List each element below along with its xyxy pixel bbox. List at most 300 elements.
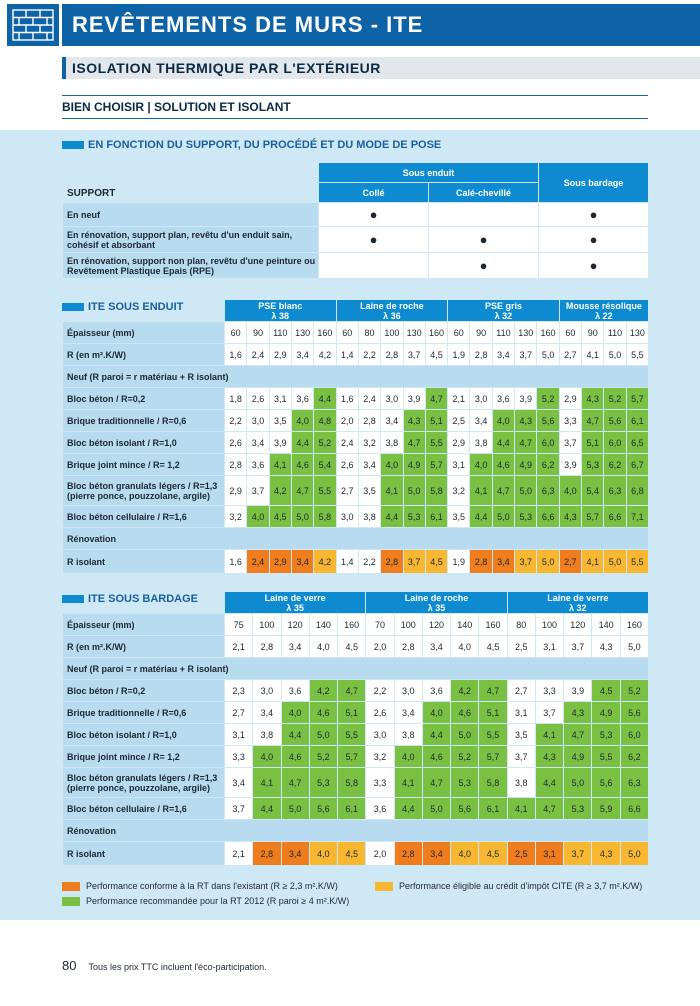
r-paroi-cell: 5,5: [425, 432, 447, 454]
r-paroi-cell: 3,2: [225, 506, 247, 528]
r-paroi-cell: 3,4: [253, 702, 281, 724]
r-paroi-cell: 3,9: [515, 388, 537, 410]
thickness-cell: 60: [559, 322, 581, 344]
r-isolant-cell: 2,2: [358, 550, 380, 574]
material-name: Mousse résolique: [565, 300, 642, 311]
r-paroi-cell: 3,5: [358, 476, 380, 506]
r-value-cell: 5,0: [604, 344, 626, 366]
section-marker-icon: [62, 141, 84, 149]
r-paroi-cell: 3,6: [422, 680, 450, 702]
thickness-cell: 120: [564, 614, 592, 636]
r-paroi-cell: 4,6: [492, 454, 514, 476]
wall-type-label: Bloc béton cellulaire / R=1,6: [63, 506, 225, 528]
r-paroi-cell: 2,9: [225, 476, 247, 506]
r-paroi-cell: 4,5: [269, 506, 291, 528]
r-paroi-cell: 3,7: [507, 746, 535, 768]
r-paroi-cell: 5,4: [314, 454, 336, 476]
r-paroi-cell: 3,0: [247, 410, 269, 432]
r-value-cell: 1,9: [448, 344, 470, 366]
r-value-cell: 3,4: [291, 344, 313, 366]
material-lambda: λ 32: [569, 602, 587, 613]
r-paroi-cell: 6,3: [604, 476, 626, 506]
green-swatch: [62, 897, 80, 906]
r-paroi-cell: 2,1: [448, 388, 470, 410]
thickness-cell: 75: [225, 614, 253, 636]
material-header: [366, 592, 507, 614]
r-value-cell: 1,4: [336, 344, 358, 366]
r-value-cell: 4,0: [451, 636, 479, 658]
thickness-label: Épaisseur (mm): [63, 614, 225, 636]
legend-orange-text: Performance conforme à la RT dans l'existant (R ≥ 2,3 m².K/W): [86, 881, 338, 891]
yellow-swatch: [375, 882, 393, 891]
r-paroi-cell: 1,8: [225, 388, 247, 410]
r-paroi-cell: 4,7: [291, 476, 313, 506]
r-paroi-cell: 7,1: [626, 506, 648, 528]
thickness-cell: 100: [253, 614, 281, 636]
r-paroi-cell: 3,9: [403, 388, 425, 410]
page-subtitle: ISOLATION THERMIQUE PAR L'EXTÉRIEUR: [62, 57, 700, 79]
r-paroi-cell: 5,6: [451, 798, 479, 820]
material-header: [448, 300, 560, 322]
r-paroi-cell: 6,1: [479, 798, 507, 820]
support-section-label: EN FONCTION DU SUPPORT, DU PROCÉDÉ ET DU MODE DE POSE: [88, 139, 442, 151]
r-paroi-cell: 6,6: [604, 506, 626, 528]
r-value-cell: 2,1: [225, 636, 253, 658]
r-paroi-cell: 4,7: [492, 476, 514, 506]
wall-type-label: Brique joint mince / R= 1,2: [63, 454, 225, 476]
r-label: R (en m².K/W): [63, 344, 225, 366]
r-paroi-cell: 4,0: [253, 746, 281, 768]
r-paroi-cell: 5,6: [592, 768, 620, 798]
r-isolant-cell: 5,0: [537, 550, 559, 574]
r-isolant-cell: 3,4: [291, 550, 313, 574]
r-isolant-cell: 2,1: [225, 842, 253, 866]
r-paroi-cell: 4,6: [281, 746, 309, 768]
material-name: Laine de roche: [404, 592, 469, 603]
r-value-cell: 4,5: [479, 636, 507, 658]
r-paroi-cell: 4,5: [592, 680, 620, 702]
thickness-cell: 70: [366, 614, 394, 636]
material-name: Laine de verre: [264, 592, 326, 603]
r-isolant-cell: 3,7: [403, 550, 425, 574]
r-paroi-cell: 1,6: [336, 388, 358, 410]
r-paroi-cell: 3,4: [358, 454, 380, 476]
r-paroi-cell: 5,2: [604, 388, 626, 410]
sous-enduit-header: Sous enduit: [319, 163, 539, 183]
r-isolant-cell: 3,4: [281, 842, 309, 866]
r-paroi-cell: 2,8: [225, 454, 247, 476]
r-paroi-cell: 4,4: [281, 724, 309, 746]
r-paroi-cell: 2,3: [225, 680, 253, 702]
wall-type-label: Brique traditionnelle / R=0,6: [63, 702, 225, 724]
material-name: Laine de verre: [547, 592, 609, 603]
r-paroi-cell: 3,7: [535, 702, 563, 724]
thickness-cell: 140: [592, 614, 620, 636]
sous-bardage-header: Sous bardage: [539, 163, 649, 203]
orange-swatch: [62, 882, 80, 891]
r-label: R (en m².K/W): [63, 636, 225, 658]
thickness-cell: 100: [535, 614, 563, 636]
r-paroi-cell: 3,4: [394, 702, 422, 724]
thickness-cell: 120: [281, 614, 309, 636]
thickness-cell: 160: [620, 614, 648, 636]
r-paroi-cell: 5,3: [309, 768, 337, 798]
r-paroi-cell: 4,9: [592, 702, 620, 724]
thickness-cell: 80: [358, 322, 380, 344]
support-col-label: SUPPORT: [63, 163, 319, 203]
r-paroi-cell: 3,5: [448, 506, 470, 528]
material-header: [225, 592, 366, 614]
r-paroi-cell: 3,0: [381, 388, 403, 410]
r-paroi-cell: 5,8: [425, 476, 447, 506]
wall-type-label: Brique joint mince / R= 1,2: [63, 746, 225, 768]
r-paroi-cell: 4,7: [403, 432, 425, 454]
renovation-label: Rénovation: [63, 528, 649, 550]
neuf-label: Neuf (R paroi = r matériau + R isolant): [63, 366, 649, 388]
r-paroi-cell: 3,6: [291, 388, 313, 410]
r-paroi-cell: 4,1: [535, 724, 563, 746]
r-paroi-cell: 3,4: [225, 768, 253, 798]
r-paroi-cell: 5,6: [604, 410, 626, 432]
r-paroi-cell: 5,1: [479, 702, 507, 724]
r-paroi-cell: 4,8: [314, 410, 336, 432]
r-isolant-cell: 5,0: [604, 550, 626, 574]
r-paroi-cell: 3,1: [448, 454, 470, 476]
thickness-cell: 120: [422, 614, 450, 636]
r-paroi-cell: 4,7: [479, 680, 507, 702]
r-paroi-cell: 4,7: [582, 410, 604, 432]
wall-type-label: Bloc béton isolant / R=1,0: [63, 724, 225, 746]
material-lambda: λ 36: [383, 310, 401, 321]
material-header: [225, 300, 337, 322]
r-paroi-cell: 4,0: [470, 454, 492, 476]
r-isolant-cell: 2,8: [381, 550, 403, 574]
empty-cell: [319, 253, 429, 279]
r-paroi-cell: 6,8: [626, 476, 648, 506]
r-paroi-cell: 4,0: [492, 410, 514, 432]
r-paroi-cell: 2,7: [336, 476, 358, 506]
r-paroi-cell: 3,8: [381, 432, 403, 454]
r-paroi-cell: 6,3: [537, 476, 559, 506]
r-paroi-cell: 4,0: [247, 506, 269, 528]
thickness-cell: 160: [338, 614, 366, 636]
r-paroi-cell: 3,6: [492, 388, 514, 410]
r-isolant-cell: 4,5: [425, 550, 447, 574]
r-paroi-cell: 4,1: [507, 798, 535, 820]
r-paroi-cell: 2,0: [336, 410, 358, 432]
bullet-mark: ●: [539, 253, 649, 279]
r-isolant-cell: 5,0: [620, 842, 648, 866]
r-paroi-cell: 6,3: [620, 768, 648, 798]
material-lambda: λ 22: [595, 310, 613, 321]
r-value-cell: 5,0: [620, 636, 648, 658]
r-paroi-cell: 4,3: [564, 702, 592, 724]
thickness-cell: 60: [448, 322, 470, 344]
thickness-cell: 90: [470, 322, 492, 344]
r-paroi-cell: 3,4: [247, 432, 269, 454]
r-paroi-cell: 5,0: [281, 798, 309, 820]
r-isolant-cell: 2,8: [394, 842, 422, 866]
r-paroi-cell: 5,8: [479, 768, 507, 798]
r-isolant-cell: 4,0: [309, 842, 337, 866]
r-paroi-cell: 3,2: [366, 746, 394, 768]
r-isolant-cell: 3,1: [535, 842, 563, 866]
r-isolant-label: R isolant: [63, 842, 225, 866]
r-paroi-cell: 3,9: [564, 680, 592, 702]
r-paroi-cell: 3,2: [358, 432, 380, 454]
r-paroi-cell: 4,3: [403, 410, 425, 432]
r-paroi-cell: 4,7: [425, 388, 447, 410]
r-paroi-cell: 6,6: [620, 798, 648, 820]
r-value-cell: 3,7: [403, 344, 425, 366]
r-paroi-cell: 6,1: [425, 506, 447, 528]
material-name: PSE blanc: [258, 300, 303, 311]
material-lambda: λ 32: [494, 310, 513, 321]
r-paroi-cell: 5,3: [582, 454, 604, 476]
r-paroi-cell: 5,2: [314, 432, 336, 454]
r-paroi-cell: 3,1: [225, 724, 253, 746]
r-paroi-cell: 5,3: [515, 506, 537, 528]
thickness-cell: 140: [309, 614, 337, 636]
r-paroi-cell: 4,0: [422, 702, 450, 724]
r-paroi-cell: 4,4: [253, 798, 281, 820]
neuf-label: Neuf (R paroi = r matériau + R isolant): [63, 658, 649, 680]
r-paroi-cell: 2,2: [225, 410, 247, 432]
r-value-cell: 3,7: [515, 344, 537, 366]
footer-note: Tous les prix TTC incluent l'éco-participation.: [88, 962, 267, 972]
r-paroi-cell: 6,0: [620, 724, 648, 746]
r-paroi-cell: 5,0: [291, 506, 313, 528]
r-paroi-cell: 4,7: [338, 680, 366, 702]
r-paroi-cell: 2,2: [366, 680, 394, 702]
r-paroi-cell: 5,0: [492, 506, 514, 528]
bullet-mark: ●: [429, 253, 539, 279]
support-table: [62, 162, 649, 279]
r-paroi-cell: 4,1: [269, 454, 291, 476]
r-value-cell: 4,5: [338, 636, 366, 658]
colle-header: Collé: [319, 183, 429, 203]
material-name: PSE gris: [484, 300, 522, 311]
r-paroi-cell: 3,6: [247, 454, 269, 476]
thickness-cell: 160: [537, 322, 559, 344]
thickness-cell: 130: [291, 322, 313, 344]
r-paroi-cell: 3,3: [225, 746, 253, 768]
r-isolant-cell: 3,7: [515, 550, 537, 574]
r-paroi-cell: 5,6: [309, 798, 337, 820]
r-paroi-cell: 3,8: [253, 724, 281, 746]
empty-cell: [429, 203, 539, 227]
thickness-cell: 160: [479, 614, 507, 636]
material-name: Laine de roche: [360, 300, 424, 311]
thickness-cell: 80: [507, 614, 535, 636]
r-paroi-cell: 2,4: [336, 432, 358, 454]
r-isolant-cell: 4,0: [451, 842, 479, 866]
r-value-cell: 2,8: [394, 636, 422, 658]
r-paroi-cell: 3,4: [381, 410, 403, 432]
bardage-section-label: ITE SOUS BARDAGE: [88, 593, 199, 605]
r-paroi-cell: 4,3: [535, 746, 563, 768]
legend-yellow-text: Performance éligible au crédit d'impôt CITE (R ≥ 3,7 m².K/W): [399, 881, 643, 891]
wall-type-label: Bloc béton granulats légers / R=1,3 (pierre ponce, pouzzolane, argile): [63, 768, 225, 798]
r-paroi-cell: 4,7: [515, 432, 537, 454]
thickness-cell: 130: [515, 322, 537, 344]
r-paroi-cell: 3,0: [253, 680, 281, 702]
ite-enduit-table: [62, 299, 649, 574]
r-paroi-cell: 4,0: [281, 702, 309, 724]
r-paroi-cell: 5,9: [592, 798, 620, 820]
r-paroi-cell: 6,6: [537, 506, 559, 528]
r-paroi-cell: 2,7: [507, 680, 535, 702]
r-paroi-cell: 4,7: [535, 798, 563, 820]
r-paroi-cell: 2,6: [247, 388, 269, 410]
thickness-cell: 110: [269, 322, 291, 344]
bullet-mark: ●: [539, 203, 649, 227]
enduit-section-label: ITE SOUS ENDUIT: [88, 301, 184, 313]
r-paroi-cell: 2,6: [225, 432, 247, 454]
support-row-label: En neuf: [63, 203, 319, 227]
r-value-cell: 2,2: [358, 344, 380, 366]
r-paroi-cell: 2,6: [336, 454, 358, 476]
wall-type-label: Bloc béton / R=0,2: [63, 680, 225, 702]
r-value-cell: 2,8: [470, 344, 492, 366]
r-paroi-cell: 3,6: [366, 798, 394, 820]
r-isolant-cell: 4,5: [338, 842, 366, 866]
legend-yellow: [375, 881, 642, 891]
r-paroi-cell: 5,7: [479, 746, 507, 768]
r-paroi-cell: 3,0: [394, 680, 422, 702]
r-value-cell: 4,1: [582, 344, 604, 366]
r-paroi-cell: 4,3: [559, 506, 581, 528]
r-paroi-cell: 4,1: [381, 476, 403, 506]
r-paroi-cell: 3,5: [269, 410, 291, 432]
r-paroi-cell: 4,9: [403, 454, 425, 476]
r-paroi-cell: 3,9: [269, 432, 291, 454]
r-value-cell: 5,5: [626, 344, 648, 366]
r-paroi-cell: 2,9: [559, 388, 581, 410]
material-header: [559, 300, 648, 322]
r-paroi-cell: 4,0: [559, 476, 581, 506]
r-paroi-cell: 5,5: [592, 746, 620, 768]
r-paroi-cell: 6,7: [626, 454, 648, 476]
bullet-mark: ●: [319, 203, 429, 227]
r-paroi-cell: 5,6: [537, 410, 559, 432]
r-paroi-cell: 3,0: [336, 506, 358, 528]
r-paroi-cell: 2,6: [366, 702, 394, 724]
material-header: [507, 592, 648, 614]
legend-orange: [62, 881, 338, 891]
r-paroi-cell: 5,8: [314, 506, 336, 528]
r-paroi-cell: 5,0: [309, 724, 337, 746]
r-paroi-cell: 5,0: [451, 724, 479, 746]
thickness-label: Épaisseur (mm): [63, 322, 225, 344]
thickness-cell: 90: [247, 322, 269, 344]
wall-type-label: Bloc béton / R=0,2: [63, 388, 225, 410]
r-paroi-cell: 6,0: [604, 432, 626, 454]
r-isolant-cell: 2,8: [470, 550, 492, 574]
page-title: REVÊTEMENTS DE MURS - ITE: [62, 4, 700, 46]
r-paroi-cell: 6,1: [338, 798, 366, 820]
r-paroi-cell: 4,9: [515, 454, 537, 476]
r-paroi-cell: 6,1: [626, 410, 648, 432]
thickness-cell: 100: [381, 322, 403, 344]
r-isolant-cell: 2,7: [559, 550, 581, 574]
r-paroi-cell: 4,1: [470, 476, 492, 506]
r-paroi-cell: 4,4: [535, 768, 563, 798]
r-paroi-cell: 5,7: [582, 506, 604, 528]
r-paroi-cell: 6,2: [604, 454, 626, 476]
r-paroi-cell: 5,8: [338, 768, 366, 798]
r-value-cell: 3,4: [492, 344, 514, 366]
r-paroi-cell: 3,3: [559, 410, 581, 432]
r-paroi-cell: 5,0: [422, 798, 450, 820]
legend-green-text: Performance recommandée pour la RT 2012 (R paroi ≥ 4 m².K/W): [86, 896, 350, 906]
r-paroi-cell: 4,4: [394, 798, 422, 820]
r-paroi-cell: 5,5: [314, 476, 336, 506]
r-paroi-cell: 2,5: [448, 410, 470, 432]
r-paroi-cell: 5,2: [451, 746, 479, 768]
thickness-cell: 110: [604, 322, 626, 344]
r-paroi-cell: 4,6: [451, 702, 479, 724]
r-value-cell: 5,0: [537, 344, 559, 366]
r-paroi-cell: 3,0: [366, 724, 394, 746]
r-paroi-cell: 3,3: [535, 680, 563, 702]
legend-green: [62, 896, 349, 906]
empty-cell: [63, 592, 225, 614]
r-paroi-cell: 3,1: [507, 702, 535, 724]
support-section-title: [62, 139, 441, 151]
r-value-cell: 4,3: [592, 636, 620, 658]
r-value-cell: 2,7: [559, 344, 581, 366]
r-paroi-cell: 5,7: [338, 746, 366, 768]
r-paroi-cell: 5,1: [425, 410, 447, 432]
r-value-cell: 4,0: [309, 636, 337, 658]
r-paroi-cell: 2,9: [448, 432, 470, 454]
r-paroi-cell: 3,0: [470, 388, 492, 410]
wall-type-label: Bloc béton isolant / R=1,0: [63, 432, 225, 454]
r-isolant-cell: 1,4: [336, 550, 358, 574]
r-paroi-cell: 4,3: [582, 388, 604, 410]
r-paroi-cell: 5,3: [403, 506, 425, 528]
r-paroi-cell: 4,7: [281, 768, 309, 798]
r-isolant-cell: 1,6: [225, 550, 247, 574]
r-value-cell: 3,4: [422, 636, 450, 658]
r-paroi-cell: 3,8: [394, 724, 422, 746]
bullet-mark: ●: [429, 227, 539, 253]
section-heading: BIEN CHOISIR | SOLUTION ET ISOLANT: [62, 95, 648, 119]
r-paroi-cell: 4,2: [269, 476, 291, 506]
ite-bardage-table: [62, 591, 649, 866]
r-isolant-cell: 3,4: [422, 842, 450, 866]
r-isolant-cell: 2,4: [247, 550, 269, 574]
r-paroi-cell: 4,4: [291, 432, 313, 454]
thickness-cell: 60: [336, 322, 358, 344]
page-header: [0, 0, 700, 50]
r-paroi-cell: 5,2: [309, 746, 337, 768]
r-paroi-cell: 4,4: [470, 506, 492, 528]
r-isolant-cell: 4,1: [582, 550, 604, 574]
r-value-cell: 4,2: [314, 344, 336, 366]
r-paroi-cell: 5,4: [582, 476, 604, 506]
r-paroi-cell: 6,2: [537, 454, 559, 476]
r-isolant-cell: 5,5: [626, 550, 648, 574]
thickness-cell: 140: [451, 614, 479, 636]
r-isolant-cell: 4,2: [314, 550, 336, 574]
r-paroi-cell: 4,7: [422, 768, 450, 798]
thickness-cell: 160: [314, 322, 336, 344]
r-paroi-cell: 4,0: [394, 746, 422, 768]
r-paroi-cell: 5,5: [479, 724, 507, 746]
r-paroi-cell: 4,4: [422, 724, 450, 746]
